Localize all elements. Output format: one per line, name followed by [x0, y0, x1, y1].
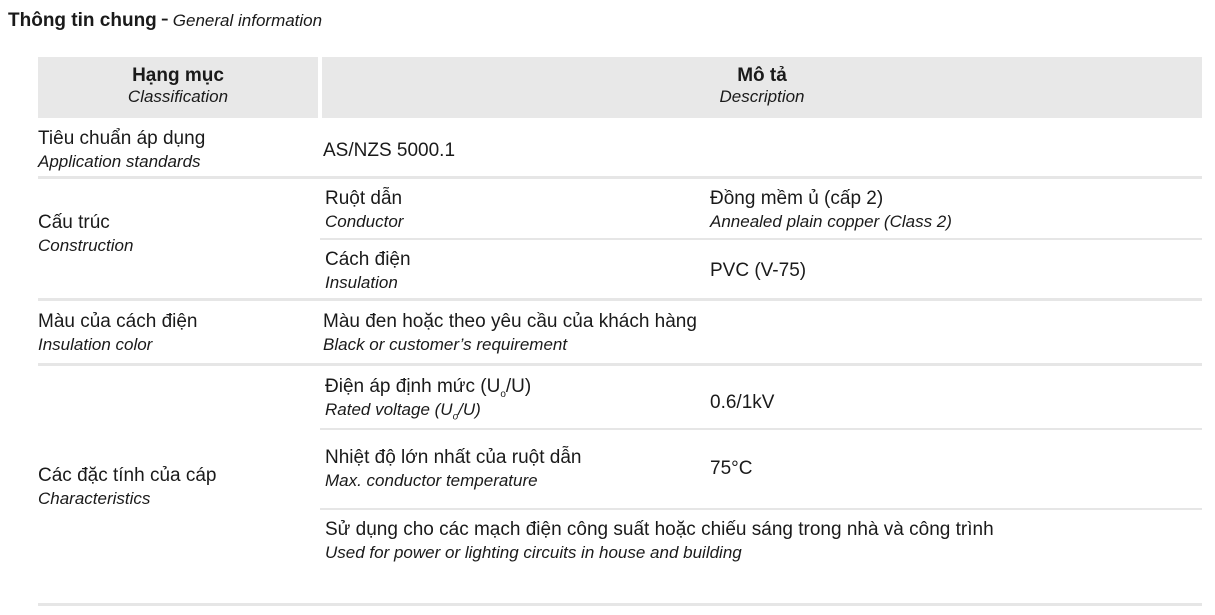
- max-temp-label-vn: Nhiệt độ lớn nhất của ruột dẫn: [325, 447, 582, 468]
- header-description: [322, 57, 1202, 118]
- title-separator: -: [160, 5, 169, 32]
- max-temp-value: 75°C: [710, 458, 753, 479]
- color-label-en: Insulation color: [38, 335, 153, 354]
- standards-label-vn: Tiêu chuẩn áp dụng: [38, 128, 206, 149]
- conductor-label-en: Conductor: [325, 212, 404, 231]
- subrow-divider: [320, 238, 1202, 240]
- row-divider: [38, 176, 1202, 179]
- rated-voltage-en-prefix: Rated voltage (U: [325, 400, 453, 419]
- max-temp-label-en: Max. conductor temperature: [325, 471, 538, 490]
- characteristics-label-en: Characteristics: [38, 489, 151, 508]
- conductor-value-en: Annealed plain copper (Class 2): [710, 212, 952, 231]
- usage-vn: Sử dụng cho các mạch điện công suất hoặc chiếu sáng trong nhà và công trình: [325, 519, 994, 540]
- header-description-en: Description: [719, 87, 805, 106]
- rated-voltage-label-en: [325, 400, 481, 427]
- conductor-value-vn: Đồng mềm ủ (cấp 2): [710, 188, 884, 209]
- header-classification: [38, 57, 318, 118]
- title-en: General information: [172, 11, 323, 30]
- color-value-vn: Màu đen hoặc theo yêu cầu của khách hàng: [323, 311, 697, 332]
- insulation-value: PVC (V-75): [710, 260, 807, 281]
- header-classification-en: Classification: [127, 87, 229, 106]
- standards-value: AS/NZS 5000.1: [323, 140, 456, 161]
- usage-en: Used for power or lighting circuits in house and building: [325, 543, 742, 562]
- construction-label-vn: Cấu trúc: [38, 212, 110, 233]
- insulation-label-vn: Cách điện: [325, 249, 411, 270]
- insulation-label-en: Insulation: [325, 273, 398, 292]
- subrow-divider: [320, 508, 1202, 510]
- conductor-label-vn: Ruột dẫn: [325, 188, 403, 209]
- table-bottom-border: [38, 603, 1202, 606]
- rated-voltage-en-sub: o: [452, 411, 459, 423]
- rated-voltage-en-suffix: /U): [458, 400, 481, 419]
- header-description-vn: Mô tả: [737, 65, 787, 86]
- color-value-en: Black or customer’s requirement: [323, 335, 568, 354]
- row-divider: [38, 363, 1202, 366]
- characteristics-label-vn: Các đặc tính của cáp: [38, 465, 217, 486]
- subrow-divider: [320, 428, 1202, 430]
- construction-label-en: Construction: [38, 236, 134, 255]
- rated-voltage-vn-prefix: Điện áp định mức (U: [325, 376, 501, 397]
- rated-voltage-vn-suffix: /U): [505, 376, 532, 397]
- rated-voltage-vn-sub: o: [500, 388, 506, 400]
- rated-voltage-value: 0.6/1kV: [710, 392, 775, 413]
- header-classification-vn: Hạng mục: [132, 65, 224, 86]
- row-divider: [38, 298, 1202, 301]
- page-title: [8, 5, 322, 33]
- color-label-vn: Màu của cách điện: [38, 311, 198, 332]
- title-vn: Thông tin chung: [8, 10, 157, 31]
- standards-label-en: Application standards: [38, 152, 201, 171]
